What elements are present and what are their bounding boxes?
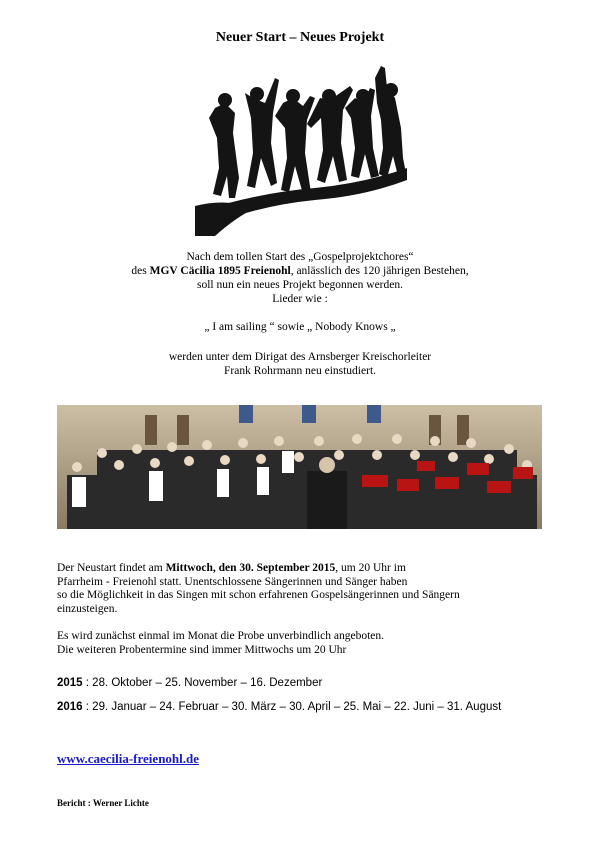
dancing-silhouettes-image [195, 58, 410, 236]
rehearsal-info: Es wird zunächst einmal im Monat die Probe unverbindlich angeboten. Die weiteren Probentermine sind immer Mittwochs um 20 Uhr [57, 630, 385, 656]
dates-2016: 2016 : 29. Januar – 24. Februar – 30. März – 30. April – 25. Mai – 22. Juni – 31. August [57, 701, 502, 713]
report-author: Bericht : Werner Lichte [57, 798, 149, 808]
website-link[interactable]: www.caecilia-freienohl.de [57, 751, 200, 766]
director-text: werden unter dem Dirigat des Arnsberger Kreischorleiter Frank Rohrmann neu einstudiert. [168, 351, 432, 377]
dates-2015: 2015 : 28. Oktober – 25. November – 16. Dezember [57, 677, 323, 689]
start-announcement: Der Neustart findet am Mittwoch, den 30. September 2015, um 20 Uhr im Pfarrheim - Freienohl statt. Unentschlossene Sängerinnen und Sänger haben so die Möglichkeit in das Singen mit schon erfahrenen Gospelsängerinnen und Sängern einzusteigen. [57, 562, 460, 615]
choir-photo [57, 405, 542, 529]
intro-text: Nach dem tollen Start des „Gospelprojektchores“ des MGV Cäcilia 1895 Freienohl, anlässlich des 120 jährigen Bestehen, soll nun ein neues Projekt begonnen werden. Lieder wie : [131, 251, 469, 305]
song-list: „ I am sailing “ sowie „ Nobody Knows „ [204, 321, 396, 333]
page-title: Neuer Start – Neues Projekt [215, 30, 385, 45]
